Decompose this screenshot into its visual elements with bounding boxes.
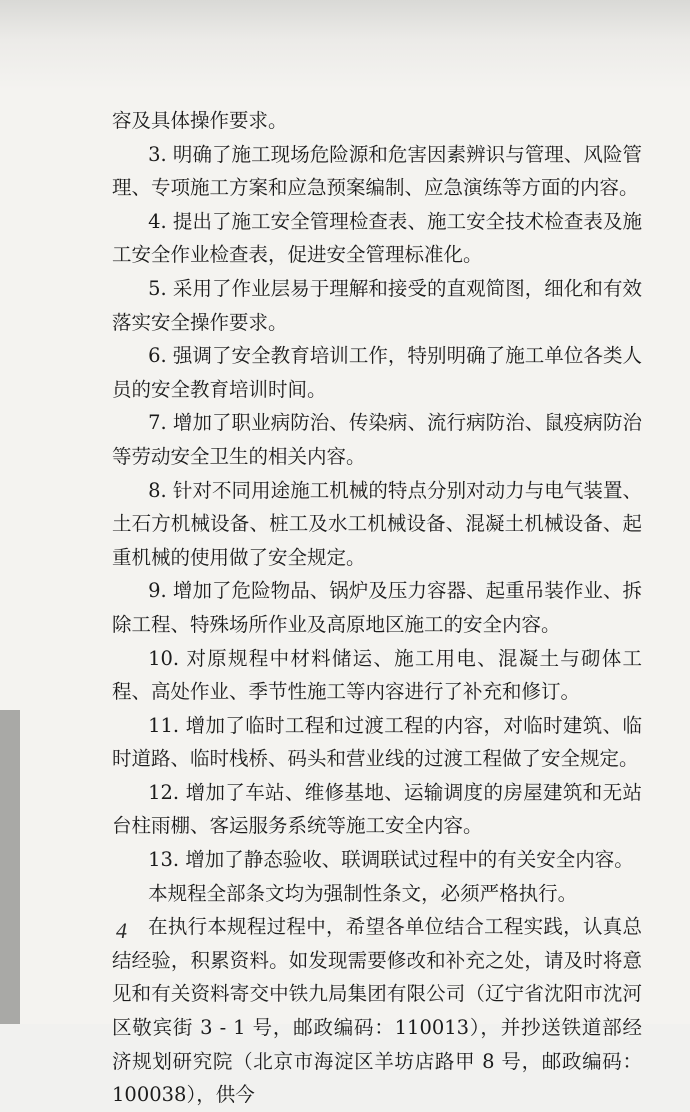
- paragraph: 在执行本规程过程中，希望各单位结合工程实践，认真总结经验，积累资料。如发现需要修改和补充之处，请及时将意见和有关资料寄交中铁九局集团有限公司（辽宁省沈阳市沈河区敬宾街 3 - 1 号，邮政编码：110013），并抄送铁道部经济规划研究院（北京市海淀区羊坊店路甲 8 号，邮政编码：100038），供今: [112, 915, 642, 1107]
- paragraph: 11. 增加了临时工程和过渡工程的内容，对临时建筑、临时道路、临时栈桥、码头和营业线的过渡工程做了安全规定。: [112, 713, 642, 771]
- paragraph: 本规程全部条文均为强制性条文，必须严格执行。: [148, 881, 578, 905]
- paragraph: 8. 针对不同用途施工机械的特点分别对动力与电气装置、土石方机械设备、桩工及水工机械设备、混凝土机械设备、起重机械的使用做了安全规定。: [112, 478, 642, 569]
- paragraph: 13. 增加了静态验收、联调联试过程中的有关安全内容。: [148, 848, 634, 872]
- page-number: 4: [116, 918, 127, 943]
- paragraph: 5. 采用了作业层易于理解和接受的直观简图，细化和有效落实安全操作要求。: [112, 276, 642, 334]
- paragraph: 12. 增加了车站、维修基地、运输调度的房屋建筑和无站台柱雨棚、客运服务系统等施工安全内容。: [112, 780, 642, 838]
- body-text: [112, 104, 642, 1112]
- paragraph: 3. 明确了施工现场危险源和危害因素辨识与管理、风险管理、专项施工方案和应急预案编制、应急演练等方面的内容。: [112, 142, 642, 200]
- paragraph: 9. 增加了危险物品、锅炉及压力容器、起重吊装作业、拆除工程、特殊场所作业及高原地区施工的安全内容。: [112, 579, 642, 636]
- paragraph: 10. 对原规程中材料储运、施工用电、混凝土与砌体工程、高处作业、季节性施工等内容进行了补充和修订。: [112, 646, 642, 704]
- paragraph: 4. 提出了施工安全管理检查表、施工安全技术检查表及施工安全作业检查表，促进安全管理标准化。: [112, 209, 642, 267]
- paragraph: 7. 增加了职业病防治、传染病、流行病防治、鼠疫病防治等劳动安全卫生的相关内容。: [112, 411, 642, 468]
- paragraph: 6. 强调了安全教育培训工作，特别明确了施工单位各类人员的安全教育培训时间。: [112, 344, 642, 401]
- paragraph: 容及具体操作要求。: [112, 109, 288, 132]
- page-edge-shadow: [0, 710, 20, 1024]
